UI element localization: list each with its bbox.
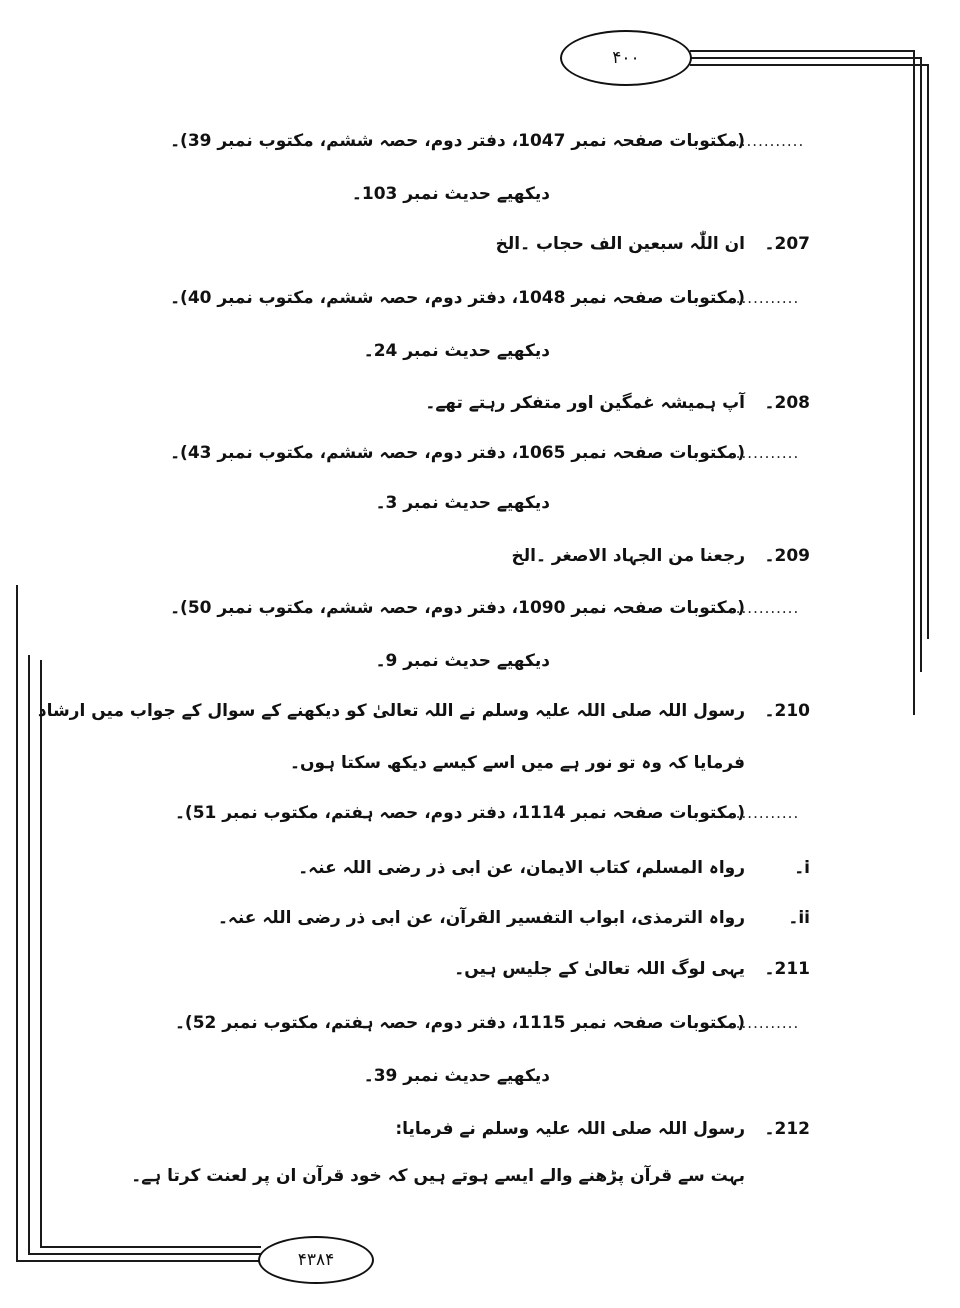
leader-dots-l7: ............ [730, 444, 800, 462]
text-line-l19: دیکھیے حدیث نمبر 39۔ [363, 1066, 550, 1086]
top-frame-line-1 [690, 50, 915, 52]
line-marker-l15: i۔ [794, 858, 810, 878]
text-line-l7: (مکتوبات صفحہ نمبر 1065، دفتر دوم، حصہ ششم، مکتوب نمبر 43)۔ [170, 443, 745, 463]
leader-dots-l14: ............ [730, 804, 800, 822]
text-line-l11: دیکھیے حدیث نمبر 9۔ [375, 651, 550, 671]
leader-dots-l4: ............ [730, 289, 800, 307]
line-marker-l12: 210۔ [764, 701, 810, 721]
text-line-l20: رسول اللہ صلی اللہ علیہ وسلم نے فرمایا: [395, 1119, 745, 1139]
line-marker-l6: 208۔ [764, 393, 810, 413]
text-line-l1: (مکتوبات صفحہ نمبر 1047، دفتر دوم، حصہ ششم، مکتوب نمبر 39)۔ [170, 131, 745, 151]
text-line-l8: دیکھیے حدیث نمبر 3۔ [375, 493, 550, 513]
text-line-l13: فرمایا کہ وہ تو نور ہے میں اسے کیسے دیکھ سکتا ہوں۔ [290, 753, 745, 773]
text-line-l5: دیکھیے حدیث نمبر 24۔ [363, 341, 550, 361]
leader-dots-l18: ............ [730, 1014, 800, 1032]
left-frame-line-2 [28, 655, 30, 1253]
line-marker-l3: 207۔ [764, 234, 810, 254]
bottom-frame-line-1 [16, 1260, 261, 1262]
top-frame-line-2 [690, 57, 922, 59]
right-frame-line-2 [920, 57, 922, 672]
text-line-l10: (مکتوبات صفحہ نمبر 1090، دفتر دوم، حصہ ششم، مکتوب نمبر 50)۔ [170, 598, 745, 618]
left-frame-line-1 [16, 585, 18, 1260]
right-frame-line-3 [927, 64, 929, 639]
bottom-page-number: ۴۳۸۴ [258, 1236, 374, 1284]
left-frame-line-3 [40, 660, 42, 1246]
bottom-frame-line-2 [28, 1253, 261, 1255]
line-marker-l16: ii۔ [788, 908, 810, 928]
text-line-l9: رجعنا من الجہاد الاصغر ۔الخ [511, 546, 745, 566]
bottom-frame-line-3 [40, 1246, 261, 1248]
right-frame-line-1 [913, 50, 915, 715]
text-line-l18: (مکتوبات صفحہ نمبر 1115، دفتر دوم، حصہ ہفتم، مکتوب نمبر 52)۔ [174, 1013, 745, 1033]
line-marker-l20: 212۔ [764, 1119, 810, 1139]
top-frame-line-3 [690, 64, 929, 66]
line-marker-l17: 211۔ [764, 959, 810, 979]
line-marker-l9: 209۔ [764, 546, 810, 566]
text-line-l2: دیکھیے حدیث نمبر 103۔ [351, 184, 550, 204]
text-line-l4: (مکتوبات صفحہ نمبر 1048، دفتر دوم، حصہ ششم، مکتوب نمبر 40)۔ [170, 288, 745, 308]
text-line-l3: ان اللّٰہ سبعین الف حجاب ۔الخ [495, 234, 745, 254]
leader-dots-l1: ............ [735, 132, 805, 150]
text-line-l21: بہت سے قرآن پڑھنے والے ایسے ہوتے ہیں کہ خود قرآن ان پر لعنت کرتا ہے۔ [131, 1166, 745, 1186]
leader-dots-l10: ............ [730, 599, 800, 617]
text-line-l15: رواہ المسلم، کتاب الایمان، عن ابی ذر رضی اللہ عنہ۔ [298, 858, 745, 878]
top-page-number: ۴۰۰ [560, 30, 692, 86]
text-line-l6: آپ ہمیشہ غمگین اور متفکر رہتے تھے۔ [425, 393, 745, 413]
text-line-l12: رسول اللہ صلی اللہ علیہ وسلم نے اللہ تعالیٰ کو دیکھنے کے سوال کے جواب میں ارشاد [37, 701, 745, 721]
text-line-l17: یہی لوگ اللہ تعالیٰ کے جلیس ہیں۔ [454, 959, 745, 979]
text-line-l16: رواہ الترمذی، ابواب التفسیر القرآن، عن ابی ذر رضی اللہ عنہ۔ [217, 908, 745, 928]
text-line-l14: (مکتوبات صفحہ نمبر 1114، دفتر دوم، حصہ ہفتم، مکتوب نمبر 51)۔ [174, 803, 745, 823]
